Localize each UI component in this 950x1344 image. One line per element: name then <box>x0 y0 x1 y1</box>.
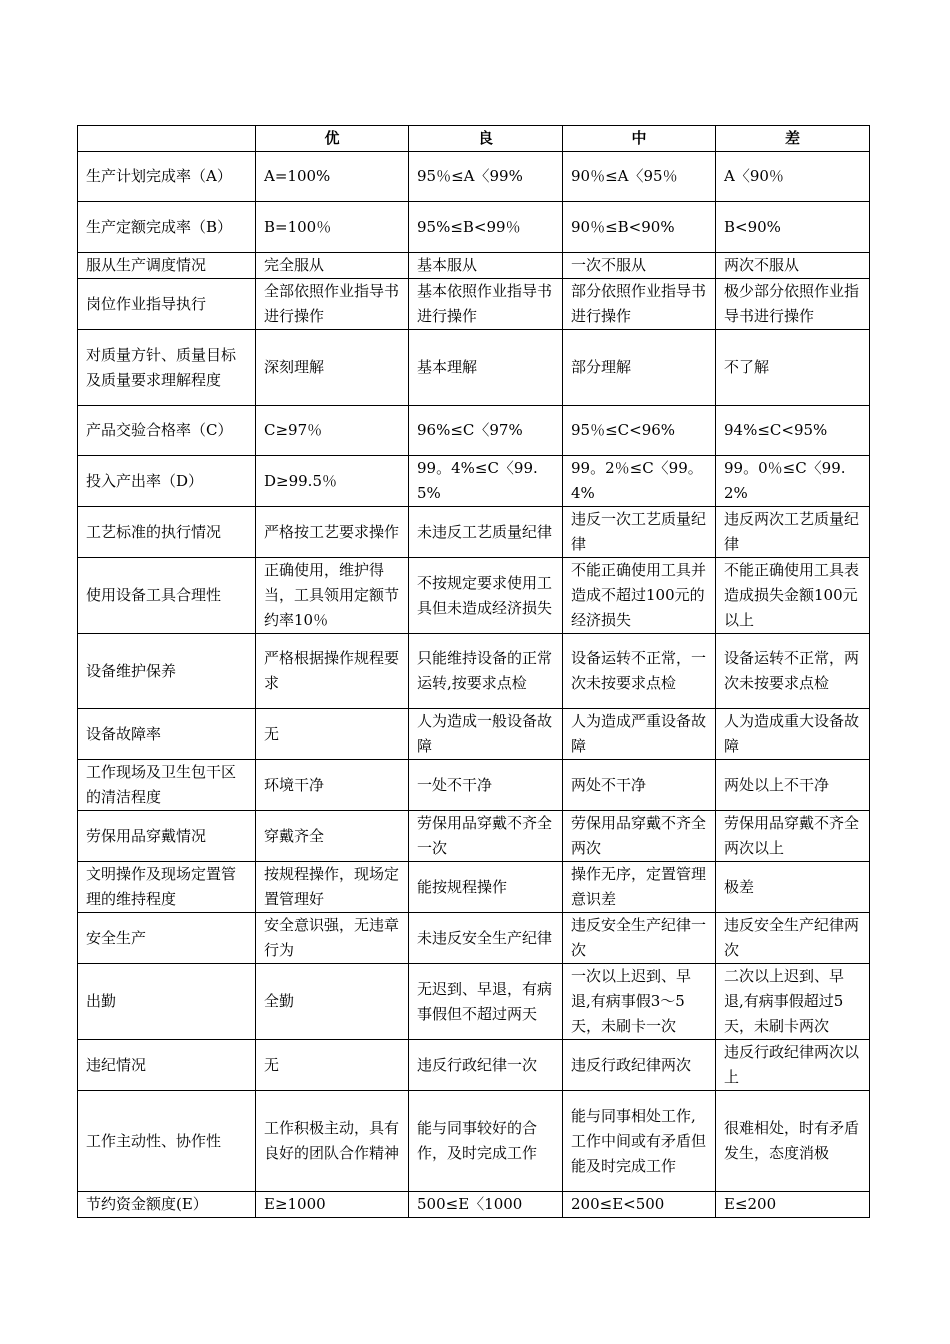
table-cell: A=100% <box>256 152 409 202</box>
table-cell: 无 <box>256 1040 409 1091</box>
table-cell: 两次不服从 <box>716 253 870 279</box>
table-row <box>78 709 870 760</box>
table-row <box>78 913 870 964</box>
table-cell: B<90% <box>716 202 870 253</box>
table-cell: 违反行政纪律两次以上 <box>716 1040 870 1091</box>
table-cell: 90％≤A〈95％ <box>563 152 716 202</box>
row-label: 设备维护保养 <box>78 634 256 709</box>
header-row <box>78 126 870 152</box>
table-cell: 人为造成一般设备故障 <box>409 709 563 760</box>
table-cell: 99。0％≤C〈99.2% <box>716 456 870 507</box>
table-cell: 500≤E〈1000 <box>409 1192 563 1218</box>
header-cell-medium: 中 <box>563 126 716 152</box>
table-cell: 一处不干净 <box>409 760 563 811</box>
table-row <box>78 862 870 913</box>
table-cell: 严格按工艺要求操作 <box>256 507 409 558</box>
table-cell: 一次以上迟到、早退,有病事假3～5天，未刷卡一次 <box>563 964 716 1040</box>
table-cell: 99。4%≤C〈99.5% <box>409 456 563 507</box>
table-cell: E≥1000 <box>256 1192 409 1218</box>
table-cell: 一次不服从 <box>563 253 716 279</box>
table-cell: 全勤 <box>256 964 409 1040</box>
table-cell: 工作积极主动，具有良好的团队合作精神 <box>256 1091 409 1192</box>
table-row <box>78 253 870 279</box>
table-row <box>78 507 870 558</box>
table-cell: 90％≤B<90% <box>563 202 716 253</box>
row-label: 产品交验合格率（C） <box>78 406 256 456</box>
row-label: 工作现场及卫生包干区的清洁程度 <box>78 760 256 811</box>
table-cell: E≤200 <box>716 1192 870 1218</box>
table-cell: 人为造成严重设备故障 <box>563 709 716 760</box>
row-label: 生产定额完成率（B） <box>78 202 256 253</box>
row-label: 投入产出率（D） <box>78 456 256 507</box>
table-cell: 部分依照作业指导书进行操作 <box>563 279 716 330</box>
table-cell: 严格根据操作规程要求 <box>256 634 409 709</box>
table-cell: 按规程操作，现场定置管理好 <box>256 862 409 913</box>
row-label: 使用设备工具合理性 <box>78 558 256 634</box>
table-cell: 设备运转不正常，两次未按要求点检 <box>716 634 870 709</box>
table-cell: A〈90％ <box>716 152 870 202</box>
row-label: 安全生产 <box>78 913 256 964</box>
table-row <box>78 1040 870 1091</box>
table-row <box>78 1091 870 1192</box>
table-cell: 两处不干净 <box>563 760 716 811</box>
table-cell: 二次以上迟到、早退,有病事假超过5天，未刷卡两次 <box>716 964 870 1040</box>
table-row <box>78 279 870 330</box>
header-cell-excellent: 优 <box>256 126 409 152</box>
table-cell: 能与同事相处工作,工作中间或有矛盾但能及时完成工作 <box>563 1091 716 1192</box>
row-label: 生产计划完成率（A） <box>78 152 256 202</box>
table-cell: C≥97％ <box>256 406 409 456</box>
table-cell: 未违反工艺质量纪律 <box>409 507 563 558</box>
table-row <box>78 634 870 709</box>
table-cell: 基本理解 <box>409 330 563 406</box>
row-label: 对质量方针、质量目标及质量要求理解程度 <box>78 330 256 406</box>
table-cell: 极差 <box>716 862 870 913</box>
table-cell: 违反行政纪律两次 <box>563 1040 716 1091</box>
header-cell-good: 良 <box>409 126 563 152</box>
table-cell: 穿戴齐全 <box>256 811 409 862</box>
table-row <box>78 456 870 507</box>
table-cell: 劳保用品穿戴不齐全一次 <box>409 811 563 862</box>
table-cell: 基本依照作业指导书进行操作 <box>409 279 563 330</box>
row-label: 服从生产调度情况 <box>78 253 256 279</box>
table-cell: 95%≤B<99％ <box>409 202 563 253</box>
table-cell: 全部依照作业指导书进行操作 <box>256 279 409 330</box>
table-cell: 能与同事较好的合作，及时完成工作 <box>409 1091 563 1192</box>
table-cell: 95％≤C<96% <box>563 406 716 456</box>
row-label: 岗位作业指导执行 <box>78 279 256 330</box>
table-row <box>78 152 870 202</box>
table-cell: B=100％ <box>256 202 409 253</box>
row-label: 工作主动性、协作性 <box>78 1091 256 1192</box>
table-cell: 不能正确使用工具并造成不超过100元的经济损失 <box>563 558 716 634</box>
table-cell: 很难相处，时有矛盾发生，态度消极 <box>716 1091 870 1192</box>
row-label: 违纪情况 <box>78 1040 256 1091</box>
row-label: 节约资金额度(E） <box>78 1192 256 1218</box>
table-row <box>78 202 870 253</box>
table-cell: 94%≤C<95% <box>716 406 870 456</box>
row-label: 劳保用品穿戴情况 <box>78 811 256 862</box>
table-cell: 操作无序，定置管理意识差 <box>563 862 716 913</box>
table-cell: 深刻理解 <box>256 330 409 406</box>
table-cell: 违反一次工艺质量纪律 <box>563 507 716 558</box>
table-cell: 200≤E<500 <box>563 1192 716 1218</box>
row-label: 设备故障率 <box>78 709 256 760</box>
table-cell: 设备运转不正常，一次未按要求点检 <box>563 634 716 709</box>
table-cell: 基本服从 <box>409 253 563 279</box>
table-cell: 违反安全生产纪律两次 <box>716 913 870 964</box>
table-cell: 能按规程操作 <box>409 862 563 913</box>
table-cell: 无 <box>256 709 409 760</box>
table-row <box>78 558 870 634</box>
row-label: 文明操作及现场定置管理的维持程度 <box>78 862 256 913</box>
table-row <box>78 406 870 456</box>
table-cell: 无迟到、早退，有病事假但不超过两天 <box>409 964 563 1040</box>
table-cell: 95％≤A〈99% <box>409 152 563 202</box>
table-cell: 部分理解 <box>563 330 716 406</box>
table-cell: 违反行政纪律一次 <box>409 1040 563 1091</box>
table-cell: 不按规定要求使用工具但未造成经济损失 <box>409 558 563 634</box>
table-cell: 劳保用品穿戴不齐全两次以上 <box>716 811 870 862</box>
table-cell: 不了解 <box>716 330 870 406</box>
table-cell: 安全意识强，无违章行为 <box>256 913 409 964</box>
row-label: 工艺标准的执行情况 <box>78 507 256 558</box>
table-cell: 完全服从 <box>256 253 409 279</box>
header-cell-poor: 差 <box>716 126 870 152</box>
table-cell: 劳保用品穿戴不齐全两次 <box>563 811 716 862</box>
table-cell: 违反两次工艺质量纪律 <box>716 507 870 558</box>
table-cell: 只能维持设备的正常运转,按要求点检 <box>409 634 563 709</box>
table-cell: 人为造成重大设备故障 <box>716 709 870 760</box>
table-row <box>78 811 870 862</box>
assessment-table <box>77 125 870 1218</box>
table-cell: D≥99.5％ <box>256 456 409 507</box>
table-cell: 不能正确使用工具表造成损失金额100元以上 <box>716 558 870 634</box>
table-cell: 两处以上不干净 <box>716 760 870 811</box>
row-label: 出勤 <box>78 964 256 1040</box>
table-cell: 环境干净 <box>256 760 409 811</box>
table-row <box>78 760 870 811</box>
table-row <box>78 330 870 406</box>
table-cell: 未违反安全生产纪律 <box>409 913 563 964</box>
table-row <box>78 1192 870 1218</box>
table-cell: 正确使用，维护得当，工具领用定额节约率10％ <box>256 558 409 634</box>
header-cell-blank <box>78 126 256 152</box>
table-row <box>78 964 870 1040</box>
table-cell: 极少部分依照作业指导书进行操作 <box>716 279 870 330</box>
table-cell: 99。2％≤C〈99。4% <box>563 456 716 507</box>
table-cell: 违反安全生产纪律一次 <box>563 913 716 964</box>
table-cell: 96%≤C〈97% <box>409 406 563 456</box>
